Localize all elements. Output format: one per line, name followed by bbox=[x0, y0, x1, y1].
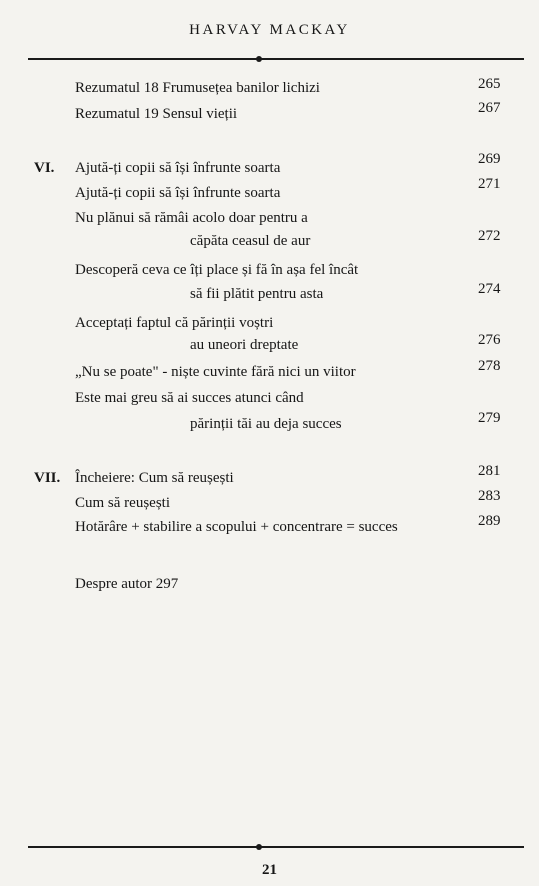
footer-rule bbox=[28, 846, 524, 848]
toc-page-number: 271 bbox=[478, 176, 501, 192]
toc-entry: Hotărâre + stabilire a scopului + concentrare = succes bbox=[75, 519, 398, 535]
toc-entry-about-author: Despre autor 297 bbox=[75, 576, 179, 592]
toc-page-number: 283 bbox=[478, 488, 501, 504]
toc-page-number: 278 bbox=[478, 358, 501, 374]
toc-entry: „Nu se poate" - niște cuvinte fără nici un viitor bbox=[75, 364, 356, 380]
header-rule bbox=[28, 58, 524, 60]
toc-entry: Este mai greu să ai succes atunci când bbox=[75, 390, 304, 406]
toc-page-number: 276 bbox=[478, 332, 501, 348]
toc-entry: Nu plănui să rămâi acolo doar pentru a bbox=[75, 210, 308, 226]
toc-page-number: 267 bbox=[478, 100, 501, 116]
toc-entry: Ajută-ți copii să își înfrunte soarta bbox=[75, 185, 281, 201]
section-numeral: VII. bbox=[34, 470, 61, 486]
toc-entry: Încheiere: Cum să reușești bbox=[75, 470, 234, 486]
toc-page-number: 272 bbox=[478, 228, 501, 244]
toc-entry: Rezumatul 19 Sensul vieții bbox=[75, 106, 238, 122]
toc-page-number: 289 bbox=[478, 513, 501, 529]
toc-entry-continuation: căpăta ceasul de aur bbox=[190, 233, 311, 249]
toc-page-number: 279 bbox=[478, 410, 501, 426]
toc-entry: Ajută-ți copii să își înfrunte soarta bbox=[75, 160, 281, 176]
toc-entry-continuation: au uneori dreptate bbox=[190, 337, 299, 353]
page-number: 21 bbox=[262, 862, 277, 878]
toc-entry: Rezumatul 18 Frumusețea banilor lichizi bbox=[75, 80, 320, 96]
rule-dot bbox=[256, 56, 262, 62]
toc-entry: Acceptați faptul că părinții voștri bbox=[75, 315, 274, 331]
toc-page-number: 265 bbox=[478, 76, 501, 92]
section-numeral: VI. bbox=[34, 160, 55, 176]
toc-page-number: 274 bbox=[478, 281, 501, 297]
toc-page-number: 269 bbox=[478, 151, 501, 167]
toc-page-number: 281 bbox=[478, 463, 501, 479]
running-header: HARVAY MACKAY bbox=[189, 22, 350, 38]
toc-entry: Cum să reușești bbox=[75, 495, 170, 511]
toc-entry: Descoperă ceva ce îți place și fă în așa fel încât bbox=[75, 262, 359, 278]
toc-entry-continuation: să fii plătit pentru asta bbox=[190, 286, 324, 302]
rule-dot bbox=[256, 844, 262, 850]
toc-entry-continuation: părinții tăi au deja succes bbox=[190, 416, 342, 432]
